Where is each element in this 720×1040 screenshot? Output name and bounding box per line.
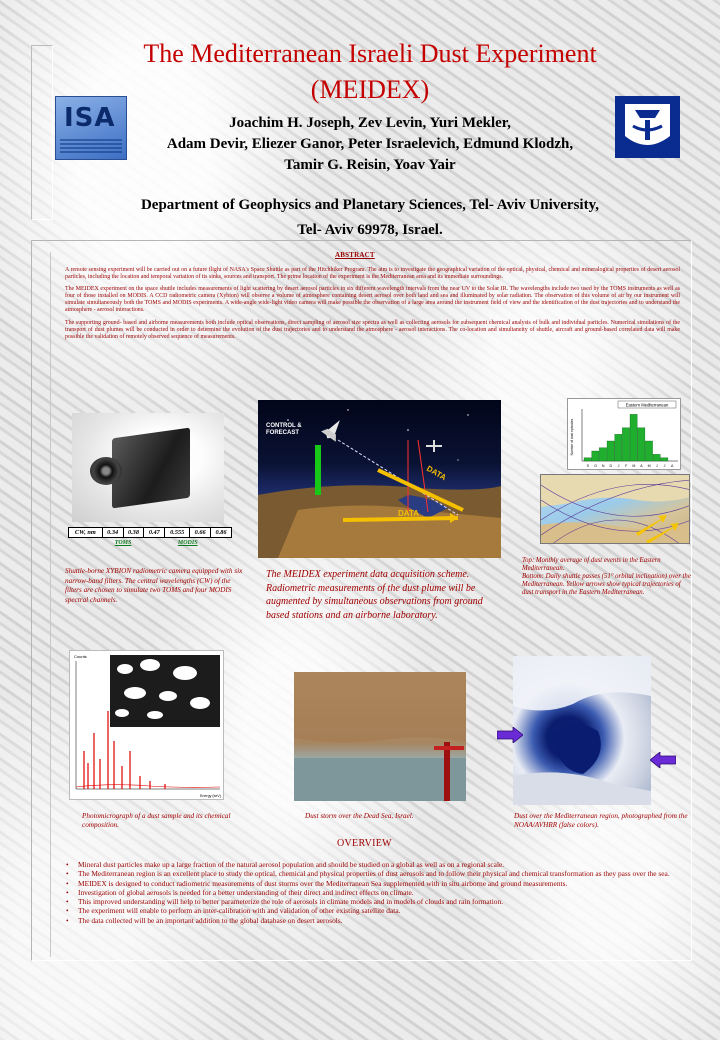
abstract-paragraph-1: A remote sensing experiment will be carried out on a future flight of NASA's Space Shuttle as part of the Hitchhiker Program. The aim is to investigate the geographical variation of the optical, physical, chemical and mineralogical properties of desert aerosol particles, including the location and temporal variation of its sinks, sources and transport. The prime location of the experiment is the Mediterranean area and its immediate surroundings. (65, 267, 680, 281)
overview-item: • The experiment will enable to perform an inter-calibration with and validation of other existing satellite data. (65, 906, 690, 915)
wavelength-cell: 0.34 (102, 528, 123, 538)
title-line-2: (MEIDEX) (310, 75, 430, 104)
overview-item: • Investigation of global aerosols is needed for a better understanding of their direct and indirect effects on climate. (65, 888, 690, 897)
wavelength-cell: 0.38 (123, 528, 144, 538)
overview-item: • Mineral dust particles make up a large fraction of the natural aerosol population and should be studied on a global as well as on a regional scale. (65, 860, 690, 869)
overview-item: • MEIDEX is designed to conduct radiometric measurements of dust storms over the Mediterranean Sea supplemented with in situ airborne and ground measurements. (65, 879, 690, 888)
satellite-illustration (513, 656, 651, 805)
affiliation-line-1: Department of Geophysics and Planetary Sciences, Tel- Aviv University, (140, 197, 600, 213)
chart-bar (653, 454, 660, 461)
chart-bar (661, 458, 668, 461)
chart-bar (638, 428, 645, 461)
space-shuttle-icon (320, 415, 347, 443)
overview-list (65, 860, 690, 925)
author-list (110, 113, 630, 176)
dust-events-bar-chart (568, 399, 682, 471)
affiliation (90, 193, 650, 243)
dead-sea-dust-storm-photo (294, 672, 466, 801)
overview-item: • The Mediterranean region is an excellent place to study the optical, chemical and physical properties of dust aerosols and to follow their physical and chemical transformation as they pass over the sea. (65, 869, 690, 878)
chemical-spectrum-illustration (70, 651, 225, 801)
chart-title: Eastern Mediterranean (625, 402, 669, 408)
chart-tick-label: J (655, 464, 658, 468)
poster-title (60, 36, 680, 108)
storm-caption: Dust storm over the Dead Sea, Israel. (305, 812, 414, 820)
dust-spectrum-figure (69, 650, 224, 800)
scheme-label-data-1: DATA (425, 463, 448, 483)
chart-tick-label: D (609, 464, 613, 468)
airplane-icon (426, 440, 442, 452)
chart-bar (599, 448, 606, 461)
right-arrow-icon (497, 727, 523, 743)
wavelength-cell: 0.66 (190, 528, 211, 538)
overview-heading: OVERVIEW (337, 838, 392, 849)
isa-logo-text: ISA (64, 103, 116, 133)
wavelength-table (68, 527, 232, 548)
shuttle-passes-map (540, 474, 690, 544)
camera-caption: Shuttle-borne XYBION radiometric camera equipped with six narrow-band filters. The central wavelengths (CW) of the filters are chosen to simulate two TOMS and four MODIS spectral channels. (65, 567, 243, 604)
chart-tick-label: O (594, 464, 597, 468)
scheme-caption: The MEIDEX experiment data acquisition scheme. Radiometric measurements of the dust plume will be augmented by simultaneous observations from ground based stations and an airborne laboratory. (266, 569, 483, 621)
chart-tick-label: M (647, 464, 651, 468)
wavelength-cell: 0.47 (144, 528, 165, 538)
data-acquisition-scheme (258, 400, 501, 558)
chart-ylabel: Number of dust episodes (570, 418, 574, 456)
scheme-label-forecast: FORECAST (266, 430, 299, 436)
camera-lens (90, 457, 122, 485)
chart-bar (630, 414, 637, 461)
noaa-avhrr-satellite-image (513, 656, 651, 805)
abstract-paragraph-3: The supporting ground- based and airborne measurements both include optical observations, direct sampling of aerosol size spectra as well as collecting aerosols for subsequent chemical analysis of bulk and individual particles. Numerical simulations of the transport of dust plumes will be conducted in order to determine the evolution of the dust trajectories and to understand the atmosphere - aerosol interactions. The co-location and simultaneity of shuttle, aircraft and ground-based correlated data will make possible the validation of remotely observed sequence of measurements. (65, 319, 680, 340)
left-arrow-icon (650, 752, 676, 768)
affiliation-line-2: Tel- Aviv 69978, Israel. (297, 222, 443, 238)
chart-bar (622, 428, 629, 461)
title-line-1: The Mediterranean Israeli Dust Experiment (143, 39, 597, 68)
chart-bar (584, 458, 591, 461)
scheme-label-data-2: DATA (398, 509, 420, 518)
map-caption-top: Top: Monthly average of dust events in the Eastern Mediterranean. (522, 557, 661, 572)
chart-bar (645, 441, 652, 461)
chart-tick-labels (587, 464, 674, 468)
authors-line-1: Joachim H. Joseph, Zev Levin, Yuri Mekler, (229, 115, 511, 131)
scheme-illustration (258, 400, 501, 558)
abstract-heading: ABSTRACT (335, 251, 375, 259)
authors-line-3: Tamir G. Reisin, Yoav Yair (284, 157, 456, 173)
chart-tick-label: N (601, 464, 605, 468)
map-caption (522, 557, 692, 597)
dust-storm-illustration (294, 672, 466, 801)
scheme-label-control: CONTROL & (266, 423, 302, 429)
abstract-body (65, 267, 680, 346)
wavelength-cell: 0.555 (165, 528, 190, 538)
chart-bar (607, 441, 614, 461)
spectrum-caption: Photomicrograph of a dust sample and its chemical composition. (82, 812, 231, 829)
wavelength-cell: 0.86 (211, 528, 232, 538)
overview-item: • The data collected will be an important addition to the global database on desert aerosols. (65, 916, 690, 925)
chart-tick-label: F (625, 464, 628, 468)
dust-events-chart (567, 398, 681, 470)
chart-tick-label: J (663, 464, 666, 468)
spectrum-xlabel: Energy (keV) (200, 794, 221, 798)
camera-body (112, 428, 190, 509)
wavelength-row (69, 528, 232, 538)
overview-item: • This improved understanding will help to better parameterize the role of aerosols in climate models and in models of clouds and rain formation. (65, 897, 690, 906)
chart-tick-label: S (586, 464, 590, 468)
spectrum-ylabel: Counts (74, 654, 87, 659)
chart-bar (592, 451, 599, 461)
xybion-camera-photo (72, 413, 224, 522)
chart-tick-label: J (617, 464, 620, 468)
chart-tick-label: A (670, 464, 674, 468)
toms-group-label: TOMS (114, 539, 132, 546)
modis-group-label: MODIS (177, 539, 198, 546)
wavelength-header-cell: CW, nm (69, 528, 103, 538)
map-caption-bottom: Bottom: Daily shuttle passes (51° orbital inclination) over the Mediterranean. Yellow arrows show typical trajectories of dust transport in the Eastern Mediterranean. (522, 573, 691, 596)
chart-tick-label: M (632, 464, 636, 468)
decorative-frame-left (31, 45, 53, 220)
mediterranean-map-illustration (541, 475, 690, 544)
chart-tick-label: A (640, 464, 643, 468)
chart-bars (584, 414, 668, 461)
abstract-paragraph-2: The MEIDEX experiment on the space shuttle includes measurements of light scattering by desert aerosol particles in six different wavelength intervals from the near UV to the Solar IR. The wavelengths include two used by the TOMS instruments as well as four of those installed on MODIS. A CCD radiometric camera (Xybion) will observe a volume of atmosphere containing desert aerosol over both land and sea and illuminated by solar radiation. The observation of this volume of air by our instrument will simulate simultaneously both the TOMS and MODIS experiments. A wide-angle wide-light video camera will make possible the observation of a large area around the instrument field of view and the identification of the dust trajectories and to understand the atmosphere - aerosol interactions. (65, 286, 680, 314)
authors-line-2: Adam Devir, Eliezer Ganor, Peter Israelevich, Edmund Klodzh, (166, 136, 574, 152)
satellite-caption: Dust over the Mediterranean region, photographed from the NOAA/AVHRR (false colors). (514, 812, 688, 829)
chart-bar (615, 434, 622, 461)
wavelength-group-row (69, 538, 232, 548)
